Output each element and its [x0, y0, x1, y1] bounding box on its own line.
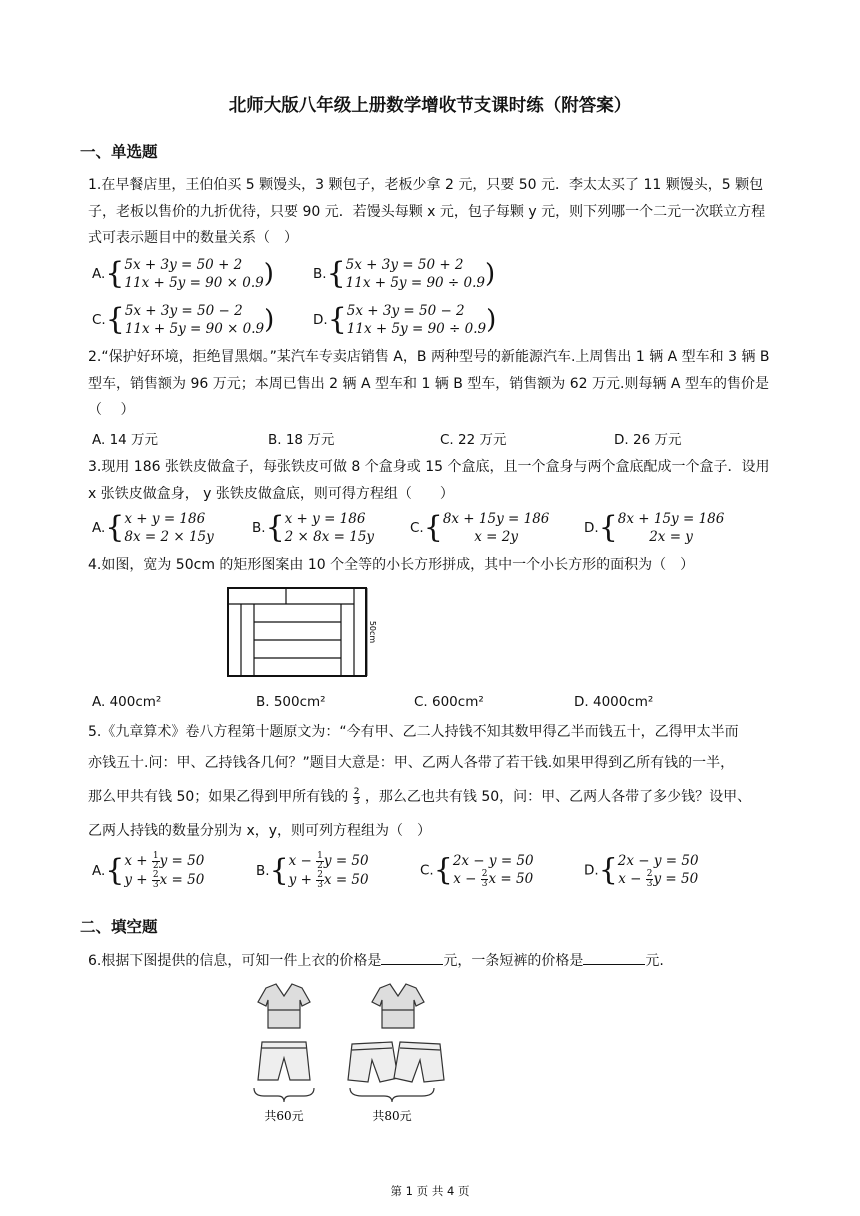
- q4-option-b[interactable]: B. 500cm²: [256, 694, 326, 710]
- q1-option-d[interactable]: D.{5x + 3y = 50 − 2 11x + 5y = 90 ÷ 0.9): [313, 302, 497, 337]
- shirt-icon: [372, 984, 424, 1028]
- q5-option-a[interactable]: A.{x + $\frac{1}{2}$ y = 50 y + $\frac{2}{3}$ x = 50: [92, 851, 205, 890]
- equation: 2 × 8x = 15y: [284, 529, 375, 545]
- q3-option-d[interactable]: D.{8x + 15y = 186 2x = y: [584, 510, 725, 545]
- equation: 5x + 3y = 50 − 2: [346, 303, 465, 319]
- text-segment: ，那么乙也共有钱 50，问：甲、乙两人各带了多少钱？设甲、: [364, 789, 752, 805]
- option-label: B.: [313, 266, 327, 282]
- equation: 5x + 3y = 50 − 2: [124, 303, 243, 319]
- equation: x + y = 186: [124, 511, 206, 527]
- clothing-price-figure: [244, 980, 454, 1125]
- option-label: C.: [92, 312, 106, 328]
- text-segment: 元.: [645, 953, 664, 969]
- option-label: B.: [256, 863, 270, 879]
- question-6-text: [88, 948, 778, 975]
- question-5-line-3: [88, 784, 778, 810]
- option-label: A.: [92, 520, 106, 536]
- option-label: A.: [92, 863, 106, 879]
- q5-option-d[interactable]: D.{2x − y = 50 x − $\frac{2}{3}$ y = 50: [584, 852, 699, 889]
- figure-width-label: 50cm: [368, 620, 377, 644]
- q2-option-d[interactable]: D. 26 万元: [614, 432, 682, 448]
- shorts-icon: [258, 1042, 310, 1080]
- equation: 11x + 5y = 90 × 0.9: [124, 275, 264, 291]
- question-2-text: 2.“保护好环境，拒绝冒黑烟。”某汽车专卖店销售 A，B 两种型号的新能源汽车.上周售出 1 辆 A 型车和 3 辆 B 型车，销售额为 96 万元；本周已售出 2 辆 A 型车和 1 辆 B 型车，销售额为 62 万元.则每辆 A 型车的售价是（ ）: [88, 349, 770, 418]
- equation: 5x + 3y = 50 + 2: [345, 257, 464, 273]
- equation: 2x = y: [649, 529, 693, 545]
- shirt-icon: [258, 984, 310, 1028]
- q2-option-a[interactable]: A. 14 万元: [92, 432, 159, 448]
- q3-option-a[interactable]: A.{x + y = 186 8x = 2 × 15y: [92, 510, 214, 545]
- equation: 8x = 2 × 15y: [124, 529, 214, 545]
- shorts-icon: [394, 1042, 444, 1082]
- q5-option-c[interactable]: C.{2x − y = 50 x − $\frac{2}{3}$ x = 50: [420, 852, 534, 889]
- answer-blank-shirt-price[interactable]: [381, 950, 443, 965]
- answer-blank-shorts-price[interactable]: [583, 950, 645, 965]
- text-segment: 6.根据下图提供的信息，可知一件上衣的价格是: [88, 953, 382, 969]
- q1-option-a[interactable]: A.{5x + 3y = 50 + 2 11x + 5y = 90 × 0.9): [92, 256, 274, 291]
- question-5-line-4: 乙两人持钱的数量分别为 x，y，则可列方程组为（ ）: [88, 823, 432, 839]
- question-4-text: 4.如图，宽为 50cm 的矩形图案由 10 个全等的小长方形拼成，其中一个小长方形的面积为（ ）: [88, 557, 695, 573]
- q2-option-b[interactable]: B. 18 万元: [268, 432, 335, 448]
- option-label: B.: [252, 520, 266, 536]
- equation: 11x + 5y = 90 ÷ 0.9: [345, 275, 485, 291]
- page-footer: 第 1 页 共 4 页: [390, 1184, 470, 1198]
- section-heading-fill-in: 二、填空题: [80, 918, 158, 936]
- caption-right-total: 共80元: [372, 1109, 412, 1123]
- q3-option-c[interactable]: C.{8x + 15y = 186 x = 2y: [410, 510, 550, 545]
- equation: 11x + 5y = 90 × 0.9: [124, 321, 265, 337]
- q2-option-c[interactable]: C. 22 万元: [440, 432, 507, 448]
- question-1-text: 1.在早餐店里，王伯伯买 5 颗馒头，3 颗包子，老板少拿 2 元，只要 50 元．李太太买了 11 颗馒头，5 颗包子，老板以售价的九折优待，只要 90 元．若馒头每颗 x 元，包子每颗 y 元，则下列哪一个二元一次联立方程式可表示题目中的数量关系（ ）: [88, 177, 766, 246]
- text-segment: 那么甲共有钱 50；如果乙得到甲所有钱的: [88, 789, 349, 805]
- option-label: D.: [584, 862, 599, 879]
- question-3-text: 3.现用 186 张铁皮做盒子，每张铁皮可做 8 个盒身或 15 个盒底，且一个盒身与两个盒底配成一个盒子．设用 x 张铁皮做盒身， y 张铁皮做盒底，则可得方程组（ ）: [88, 459, 770, 502]
- question-5-line-2: 亦钱五十.问：甲、乙持钱各几何？”题目大意是：甲、乙两人各带了若干钱.如果甲得到乙所有钱的一半，: [88, 755, 735, 771]
- q4-option-a[interactable]: A. 400cm²: [92, 694, 162, 710]
- shorts-icon: [348, 1042, 398, 1082]
- equation: x + y = 186: [284, 511, 366, 527]
- equation: 8x + 15y = 186: [442, 511, 550, 527]
- equation: x = 2y: [474, 529, 518, 545]
- q5-option-b[interactable]: B.{x − $\frac{1}{2}$ y = 50 y + $\frac{2}{3}$ x = 50: [256, 851, 369, 890]
- option-label: D.: [313, 312, 328, 328]
- q3-option-b[interactable]: B.{x + y = 186 2 × 8x = 15y: [252, 510, 375, 545]
- question-5-line-1: 5.《九章算术》卷八方程第十题原文为：“今有甲、乙二人持钱不知其数甲得乙半而钱五十，乙得甲太半而: [88, 724, 739, 740]
- q1-option-b[interactable]: B.{5x + 3y = 50 + 2 11x + 5y = 90 ÷ 0.9): [313, 256, 496, 291]
- q4-option-c[interactable]: C. 600cm²: [414, 694, 484, 710]
- document-title: 北师大版八年级上册数学增收节支课时练（附答案）: [228, 96, 632, 116]
- option-label: D.: [584, 520, 599, 536]
- option-label: A.: [92, 266, 106, 282]
- fraction-two-thirds: $\frac{2}{3}$: [353, 786, 360, 807]
- equation: 5x + 3y = 50 + 2: [124, 257, 243, 273]
- equation: 11x + 5y = 90 ÷ 0.9: [346, 321, 487, 337]
- option-label: C.: [410, 520, 424, 536]
- text-segment: 元，一条短裤的价格是: [443, 953, 584, 969]
- option-label: C.: [420, 862, 434, 879]
- rectangle-pattern-figure: [224, 584, 377, 680]
- caption-left-total: 共60元: [264, 1109, 304, 1123]
- section-heading-single-choice: 一、单选题: [80, 143, 158, 161]
- equation: 8x + 15y = 186: [617, 511, 725, 527]
- q4-option-d[interactable]: D. 4000cm²: [574, 694, 654, 710]
- q1-option-c[interactable]: C.{5x + 3y = 50 − 2 11x + 5y = 90 × 0.9): [92, 302, 275, 337]
